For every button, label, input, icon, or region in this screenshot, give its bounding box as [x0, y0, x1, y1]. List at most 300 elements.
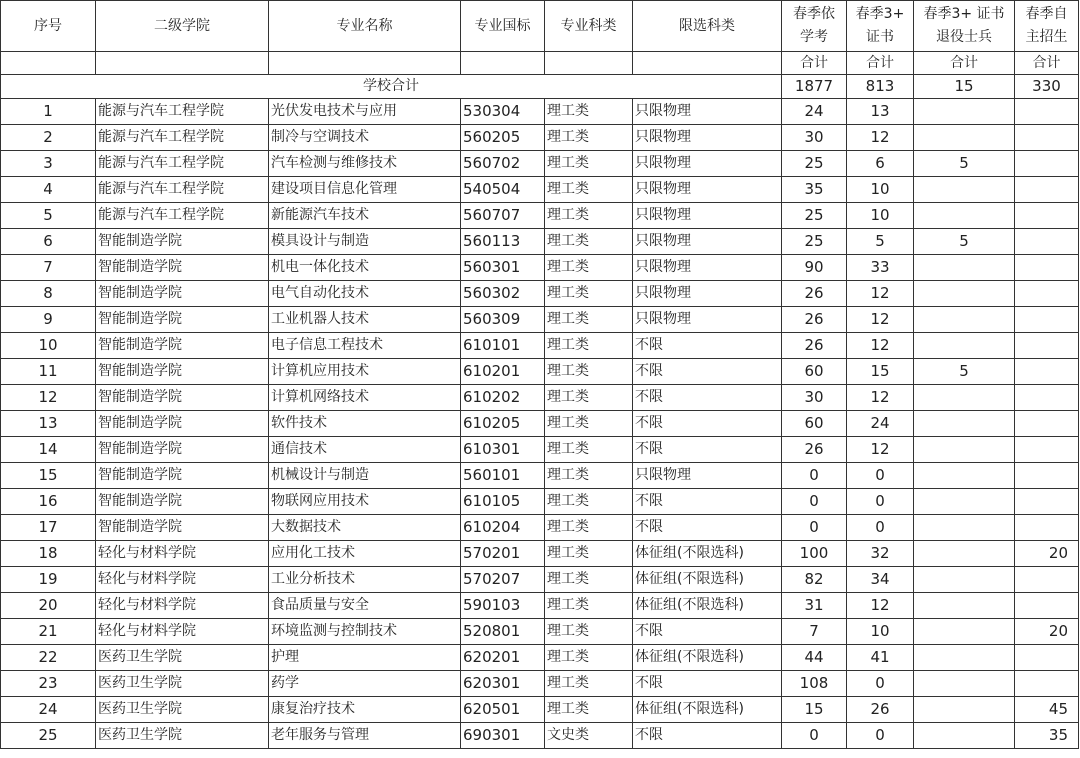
cell-veterans	[914, 489, 1015, 515]
cell-college: 医药卫生学院	[96, 723, 269, 749]
cell-category: 理工类	[545, 593, 633, 619]
cell-category: 理工类	[545, 567, 633, 593]
cell-spring-academic: 35	[782, 177, 847, 203]
cell-spring-certificate: 26	[847, 697, 914, 723]
table-row	[1, 515, 1079, 541]
table-body	[1, 99, 1079, 749]
header-category: 专业科类	[545, 1, 633, 52]
cell-college: 智能制造学院	[96, 229, 269, 255]
cell-veterans: 5	[914, 359, 1015, 385]
cell-college: 智能制造学院	[96, 359, 269, 385]
cell-college: 智能制造学院	[96, 411, 269, 437]
cell-category: 理工类	[545, 515, 633, 541]
cell-major: 制冷与空调技术	[269, 125, 461, 151]
school-total-b: 813	[847, 75, 914, 99]
cell-category: 理工类	[545, 333, 633, 359]
table-row	[1, 437, 1079, 463]
header-spring-academic-line1: 春季依	[793, 6, 835, 22]
cell-code: 560707	[461, 203, 545, 229]
cell-major: 模具设计与制造	[269, 229, 461, 255]
cell-college: 智能制造学院	[96, 255, 269, 281]
cell-spring-academic: 26	[782, 307, 847, 333]
cell-spring-certificate: 0	[847, 723, 914, 749]
cell-seq: 11	[1, 359, 96, 385]
table-row	[1, 333, 1079, 359]
cell-veterans	[914, 697, 1015, 723]
cell-subject-requirement: 不限	[633, 723, 782, 749]
cell-subject-requirement: 不限	[633, 359, 782, 385]
cell-spring-certificate: 5	[847, 229, 914, 255]
header-independent-line1: 春季自	[1025, 6, 1068, 22]
cell-category: 理工类	[545, 541, 633, 567]
cell-veterans	[914, 307, 1015, 333]
cell-independent-enrollment	[1015, 333, 1079, 359]
cell-major: 工业分析技术	[269, 567, 461, 593]
cell-spring-certificate: 12	[847, 307, 914, 333]
cell-spring-certificate: 12	[847, 125, 914, 151]
cell-code: 560101	[461, 463, 545, 489]
cell-code: 560702	[461, 151, 545, 177]
cell-subject-requirement: 只限物理	[633, 99, 782, 125]
cell-spring-certificate: 10	[847, 203, 914, 229]
cell-veterans	[914, 437, 1015, 463]
cell-major: 应用化工技术	[269, 541, 461, 567]
cell-spring-certificate: 12	[847, 593, 914, 619]
school-total-label: 学校合计	[1, 75, 782, 99]
cell-spring-certificate: 10	[847, 177, 914, 203]
cell-spring-certificate: 34	[847, 567, 914, 593]
cell-spring-certificate: 6	[847, 151, 914, 177]
table-row	[1, 463, 1079, 489]
sub-header-a: 合计	[782, 52, 847, 75]
cell-code: 560309	[461, 307, 545, 333]
cell-independent-enrollment: 20	[1015, 541, 1079, 567]
cell-seq: 1	[1, 99, 96, 125]
cell-independent-enrollment	[1015, 489, 1079, 515]
cell-spring-academic: 0	[782, 463, 847, 489]
cell-code: 610205	[461, 411, 545, 437]
cell-code: 610201	[461, 359, 545, 385]
cell-seq: 5	[1, 203, 96, 229]
cell-subject-requirement: 不限	[633, 489, 782, 515]
cell-category: 理工类	[545, 671, 633, 697]
school-total-a: 1877	[782, 75, 847, 99]
cell-code: 530304	[461, 99, 545, 125]
cell-subject-requirement: 不限	[633, 671, 782, 697]
cell-subject-requirement: 只限物理	[633, 255, 782, 281]
cell-veterans	[914, 125, 1015, 151]
cell-spring-certificate: 13	[847, 99, 914, 125]
cell-code: 560301	[461, 255, 545, 281]
cell-veterans: 5	[914, 151, 1015, 177]
cell-spring-academic: 25	[782, 203, 847, 229]
header-independent-enrollment	[1015, 1, 1079, 52]
cell-major: 大数据技术	[269, 515, 461, 541]
cell-subject-requirement: 只限物理	[633, 229, 782, 255]
cell-spring-academic: 82	[782, 567, 847, 593]
cell-code: 560205	[461, 125, 545, 151]
cell-independent-enrollment	[1015, 671, 1079, 697]
cell-subject-requirement: 只限物理	[633, 463, 782, 489]
cell-veterans	[914, 541, 1015, 567]
cell-spring-academic: 26	[782, 437, 847, 463]
cell-major: 机电一体化技术	[269, 255, 461, 281]
cell-category: 理工类	[545, 463, 633, 489]
cell-subject-requirement: 体征组(不限选科)	[633, 541, 782, 567]
table-row	[1, 229, 1079, 255]
cell-subject-requirement: 不限	[633, 619, 782, 645]
cell-seq: 6	[1, 229, 96, 255]
cell-subject-requirement: 只限物理	[633, 307, 782, 333]
cell-independent-enrollment	[1015, 229, 1079, 255]
cell-code: 570207	[461, 567, 545, 593]
cell-major: 建设项目信息化管理	[269, 177, 461, 203]
cell-spring-academic: 44	[782, 645, 847, 671]
cell-spring-academic: 30	[782, 385, 847, 411]
cell-independent-enrollment	[1015, 125, 1079, 151]
cell-major: 药学	[269, 671, 461, 697]
table-header	[1, 1, 1079, 99]
cell-category: 理工类	[545, 489, 633, 515]
cell-seq: 20	[1, 593, 96, 619]
cell-seq: 21	[1, 619, 96, 645]
cell-major: 通信技术	[269, 437, 461, 463]
cell-independent-enrollment	[1015, 99, 1079, 125]
cell-category: 理工类	[545, 151, 633, 177]
cell-college: 智能制造学院	[96, 515, 269, 541]
table-row	[1, 411, 1079, 437]
cell-category: 理工类	[545, 203, 633, 229]
cell-spring-academic: 24	[782, 99, 847, 125]
header-major-code: 专业国标	[461, 1, 545, 52]
school-total-c: 15	[914, 75, 1015, 99]
cell-spring-academic: 26	[782, 281, 847, 307]
cell-independent-enrollment: 45	[1015, 697, 1079, 723]
cell-subject-requirement: 只限物理	[633, 177, 782, 203]
cell-independent-enrollment	[1015, 151, 1079, 177]
cell-seq: 10	[1, 333, 96, 359]
cell-major: 护理	[269, 645, 461, 671]
school-total-row	[1, 75, 1079, 99]
cell-independent-enrollment	[1015, 515, 1079, 541]
cell-veterans	[914, 515, 1015, 541]
cell-subject-requirement: 不限	[633, 411, 782, 437]
cell-major: 软件技术	[269, 411, 461, 437]
school-total-d: 330	[1015, 75, 1079, 99]
table-row	[1, 359, 1079, 385]
header-major-name: 专业名称	[269, 1, 461, 52]
cell-independent-enrollment	[1015, 463, 1079, 489]
cell-veterans: 5	[914, 229, 1015, 255]
cell-category: 理工类	[545, 697, 633, 723]
cell-college: 智能制造学院	[96, 489, 269, 515]
table-row	[1, 385, 1079, 411]
cell-major: 汽车检测与维修技术	[269, 151, 461, 177]
cell-seq: 17	[1, 515, 96, 541]
cell-seq: 3	[1, 151, 96, 177]
cell-code: 610101	[461, 333, 545, 359]
cell-seq: 14	[1, 437, 96, 463]
cell-subject-requirement: 不限	[633, 515, 782, 541]
cell-code: 560113	[461, 229, 545, 255]
cell-category: 理工类	[545, 307, 633, 333]
cell-veterans	[914, 385, 1015, 411]
cell-category: 理工类	[545, 437, 633, 463]
cell-college: 医药卫生学院	[96, 697, 269, 723]
cell-seq: 16	[1, 489, 96, 515]
cell-independent-enrollment	[1015, 645, 1079, 671]
cell-spring-certificate: 12	[847, 333, 914, 359]
cell-college: 智能制造学院	[96, 463, 269, 489]
cell-college: 能源与汽车工程学院	[96, 125, 269, 151]
cell-college: 轻化与材料学院	[96, 567, 269, 593]
table-row	[1, 697, 1079, 723]
cell-independent-enrollment	[1015, 385, 1079, 411]
cell-spring-academic: 31	[782, 593, 847, 619]
table-row	[1, 645, 1079, 671]
cell-category: 理工类	[545, 125, 633, 151]
cell-veterans	[914, 177, 1015, 203]
cell-code: 610301	[461, 437, 545, 463]
cell-code: 690301	[461, 723, 545, 749]
table-row	[1, 671, 1079, 697]
cell-code: 620301	[461, 671, 545, 697]
cell-subject-requirement: 体征组(不限选科)	[633, 697, 782, 723]
cell-spring-certificate: 32	[847, 541, 914, 567]
cell-seq: 13	[1, 411, 96, 437]
cell-seq: 7	[1, 255, 96, 281]
cell-major: 物联网应用技术	[269, 489, 461, 515]
cell-major: 光伏发电技术与应用	[269, 99, 461, 125]
cell-code: 570201	[461, 541, 545, 567]
cell-seq: 4	[1, 177, 96, 203]
cell-code: 620201	[461, 645, 545, 671]
table-row	[1, 619, 1079, 645]
cell-seq: 24	[1, 697, 96, 723]
cell-category: 理工类	[545, 385, 633, 411]
cell-spring-academic: 0	[782, 489, 847, 515]
cell-category: 理工类	[545, 281, 633, 307]
cell-spring-academic: 108	[782, 671, 847, 697]
cell-college: 智能制造学院	[96, 333, 269, 359]
cell-subject-requirement: 只限物理	[633, 281, 782, 307]
cell-major: 环境监测与控制技术	[269, 619, 461, 645]
cell-spring-academic: 90	[782, 255, 847, 281]
cell-spring-academic: 15	[782, 697, 847, 723]
table-row	[1, 593, 1079, 619]
cell-seq: 22	[1, 645, 96, 671]
cell-veterans	[914, 723, 1015, 749]
table-row	[1, 99, 1079, 125]
header-college: 二级学院	[96, 1, 269, 52]
cell-seq: 8	[1, 281, 96, 307]
cell-independent-enrollment	[1015, 203, 1079, 229]
cell-college: 能源与汽车工程学院	[96, 203, 269, 229]
table-row	[1, 203, 1079, 229]
cell-seq: 23	[1, 671, 96, 697]
cell-independent-enrollment	[1015, 593, 1079, 619]
cell-veterans	[914, 411, 1015, 437]
cell-veterans	[914, 333, 1015, 359]
table-row	[1, 541, 1079, 567]
header-spring-academic-line2: 学考	[800, 29, 828, 45]
header-spring-certificate-line1: 春季3+	[855, 6, 905, 22]
header-seq: 序号	[1, 1, 96, 52]
cell-college: 医药卫生学院	[96, 645, 269, 671]
cell-code: 520801	[461, 619, 545, 645]
cell-seq: 12	[1, 385, 96, 411]
cell-independent-enrollment	[1015, 177, 1079, 203]
cell-college: 医药卫生学院	[96, 671, 269, 697]
cell-spring-certificate: 0	[847, 489, 914, 515]
cell-independent-enrollment	[1015, 255, 1079, 281]
table-row	[1, 281, 1079, 307]
cell-independent-enrollment	[1015, 359, 1079, 385]
cell-spring-certificate: 12	[847, 281, 914, 307]
header-veterans	[914, 1, 1015, 52]
cell-seq: 25	[1, 723, 96, 749]
cell-spring-academic: 25	[782, 229, 847, 255]
cell-spring-academic: 100	[782, 541, 847, 567]
cell-spring-academic: 25	[782, 151, 847, 177]
cell-spring-certificate: 10	[847, 619, 914, 645]
cell-college: 轻化与材料学院	[96, 619, 269, 645]
cell-college: 能源与汽车工程学院	[96, 151, 269, 177]
cell-category: 理工类	[545, 411, 633, 437]
cell-spring-certificate: 15	[847, 359, 914, 385]
cell-veterans	[914, 281, 1015, 307]
cell-category: 理工类	[545, 177, 633, 203]
cell-college: 智能制造学院	[96, 385, 269, 411]
cell-college: 智能制造学院	[96, 281, 269, 307]
cell-major: 食品质量与安全	[269, 593, 461, 619]
cell-spring-academic: 30	[782, 125, 847, 151]
cell-college: 智能制造学院	[96, 307, 269, 333]
subtotal-header-row	[1, 52, 1079, 75]
cell-independent-enrollment	[1015, 281, 1079, 307]
cell-veterans	[914, 671, 1015, 697]
cell-independent-enrollment	[1015, 411, 1079, 437]
cell-code: 610105	[461, 489, 545, 515]
cell-seq: 19	[1, 567, 96, 593]
cell-spring-certificate: 0	[847, 671, 914, 697]
cell-subject-requirement: 不限	[633, 385, 782, 411]
cell-subject-requirement: 只限物理	[633, 203, 782, 229]
cell-college: 轻化与材料学院	[96, 593, 269, 619]
cell-subject-requirement: 不限	[633, 333, 782, 359]
cell-code: 620501	[461, 697, 545, 723]
cell-code: 560302	[461, 281, 545, 307]
cell-seq: 18	[1, 541, 96, 567]
cell-veterans	[914, 645, 1015, 671]
cell-college: 智能制造学院	[96, 437, 269, 463]
header-veterans-line1: 春季3+ 证书	[923, 6, 1005, 22]
cell-spring-certificate: 41	[847, 645, 914, 671]
cell-subject-requirement: 体征组(不限选科)	[633, 593, 782, 619]
cell-spring-certificate: 0	[847, 463, 914, 489]
cell-category: 理工类	[545, 99, 633, 125]
cell-spring-academic: 26	[782, 333, 847, 359]
cell-spring-certificate: 12	[847, 437, 914, 463]
cell-category: 文史类	[545, 723, 633, 749]
header-subject-requirement: 限选科类	[633, 1, 782, 52]
cell-code: 540504	[461, 177, 545, 203]
cell-spring-certificate: 33	[847, 255, 914, 281]
cell-spring-academic: 0	[782, 723, 847, 749]
table-row	[1, 489, 1079, 515]
cell-major: 计算机网络技术	[269, 385, 461, 411]
header-spring-certificate	[847, 1, 914, 52]
cell-major: 工业机器人技术	[269, 307, 461, 333]
cell-subject-requirement: 只限物理	[633, 151, 782, 177]
cell-spring-academic: 60	[782, 359, 847, 385]
cell-veterans	[914, 593, 1015, 619]
cell-college: 轻化与材料学院	[96, 541, 269, 567]
cell-category: 理工类	[545, 619, 633, 645]
cell-seq: 2	[1, 125, 96, 151]
cell-code: 590103	[461, 593, 545, 619]
table-row	[1, 151, 1079, 177]
cell-major: 电气自动化技术	[269, 281, 461, 307]
cell-category: 理工类	[545, 359, 633, 385]
cell-subject-requirement: 体征组(不限选科)	[633, 567, 782, 593]
cell-independent-enrollment: 20	[1015, 619, 1079, 645]
cell-spring-certificate: 12	[847, 385, 914, 411]
cell-major: 计算机应用技术	[269, 359, 461, 385]
cell-category: 理工类	[545, 229, 633, 255]
cell-subject-requirement: 不限	[633, 437, 782, 463]
cell-subject-requirement: 只限物理	[633, 125, 782, 151]
cell-major: 电子信息工程技术	[269, 333, 461, 359]
header-independent-line2: 主招生	[1025, 29, 1068, 45]
cell-veterans	[914, 619, 1015, 645]
cell-code: 610204	[461, 515, 545, 541]
cell-independent-enrollment	[1015, 437, 1079, 463]
cell-spring-certificate: 0	[847, 515, 914, 541]
cell-category: 理工类	[545, 645, 633, 671]
cell-category: 理工类	[545, 255, 633, 281]
sub-header-b: 合计	[847, 52, 914, 75]
sub-header-d: 合计	[1015, 52, 1079, 75]
cell-independent-enrollment: 35	[1015, 723, 1079, 749]
cell-subject-requirement: 体征组(不限选科)	[633, 645, 782, 671]
cell-veterans	[914, 463, 1015, 489]
table-row	[1, 255, 1079, 281]
cell-independent-enrollment	[1015, 307, 1079, 333]
cell-major: 老年服务与管理	[269, 723, 461, 749]
cell-seq: 15	[1, 463, 96, 489]
header-spring-academic	[782, 1, 847, 52]
cell-major: 康复治疗技术	[269, 697, 461, 723]
table-row	[1, 723, 1079, 749]
table-row	[1, 177, 1079, 203]
header-veterans-line2: 退役士兵	[936, 29, 992, 45]
cell-veterans	[914, 567, 1015, 593]
cell-major: 机械设计与制造	[269, 463, 461, 489]
cell-veterans	[914, 203, 1015, 229]
cell-spring-academic: 7	[782, 619, 847, 645]
cell-seq: 9	[1, 307, 96, 333]
cell-veterans	[914, 99, 1015, 125]
cell-spring-academic: 60	[782, 411, 847, 437]
table-row	[1, 125, 1079, 151]
table-row	[1, 567, 1079, 593]
header-spring-certificate-line2: 证书	[866, 29, 894, 45]
table-row	[1, 307, 1079, 333]
cell-major: 新能源汽车技术	[269, 203, 461, 229]
cell-college: 能源与汽车工程学院	[96, 177, 269, 203]
cell-college: 能源与汽车工程学院	[96, 99, 269, 125]
